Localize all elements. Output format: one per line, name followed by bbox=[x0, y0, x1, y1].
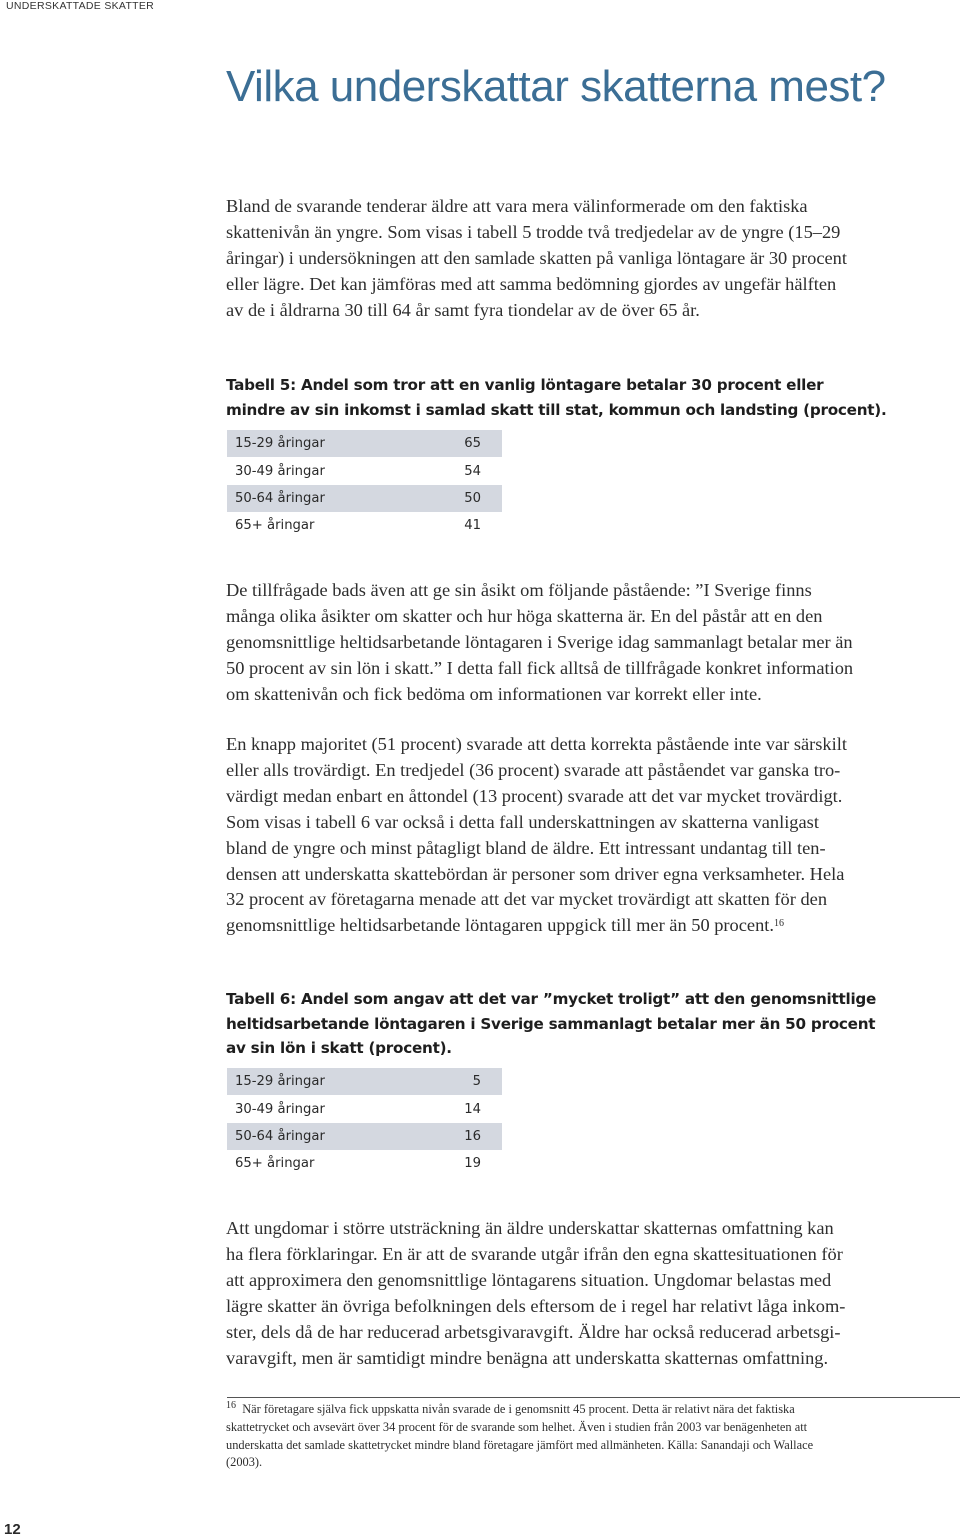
table-row bbox=[227, 430, 502, 457]
row-label: 65+ åringar bbox=[227, 1150, 425, 1177]
row-label: 30-49 åringar bbox=[227, 1095, 425, 1122]
paragraph-line: åringar) i undersökningen att den samlade skatten på vanliga löntagare är 30 procent bbox=[226, 247, 847, 268]
footnote-line: underskatta det samlade skattetrycket mindre bland företagare jämfört med allmänheten. Källa: Sanandaji och Wallace bbox=[226, 1437, 814, 1452]
table-row bbox=[227, 485, 502, 512]
row-value: 54 bbox=[425, 457, 502, 484]
caption-line: av sin lön i skatt (procent). bbox=[226, 1039, 452, 1057]
row-label: 50-64 åringar bbox=[227, 1123, 425, 1150]
table-6-caption bbox=[226, 987, 876, 1061]
paragraph-line: Som visas i tabell 6 var också i detta fall underskattningen av skatterna vanligast bbox=[226, 811, 819, 832]
paragraph-line: eller alls trovärdigt. En tredjedel (36 procent) svarade att påståendet var ganska tro- bbox=[226, 759, 841, 780]
row-value: 16 bbox=[425, 1123, 502, 1150]
line-text: genomsnittlige heltidsarbetande löntagaren uppgick till mer än 50 procent. bbox=[226, 915, 774, 936]
paragraph-1 bbox=[226, 194, 960, 324]
row-label: 15-29 åringar bbox=[227, 430, 425, 457]
table-row bbox=[227, 457, 502, 484]
row-value: 65 bbox=[425, 430, 502, 457]
row-value: 5 bbox=[425, 1068, 502, 1095]
paragraph-line: att approximera den genomsnittlige löntagarens situation. Ungdomar belastas med bbox=[226, 1269, 832, 1290]
caption-line: Tabell 5: Andel som tror att en vanlig löntagare betalar 30 procent eller bbox=[226, 376, 824, 394]
row-value: 41 bbox=[425, 512, 502, 539]
paragraph-line: ster, dels då de har reducerad arbetsgivaravgift. Äldre har också reducerad arbetsgi- bbox=[226, 1321, 841, 1342]
footnote-line: skattetrycket och avsevärt över 34 procent för de svarande som helhet. Även i studien från 2003 var benägenheten att bbox=[226, 1419, 808, 1434]
row-label: 65+ åringar bbox=[227, 512, 425, 539]
caption-line: heltidsarbetande löntagaren i Sverige sammanlagt betalar mer än 50 procent bbox=[226, 1014, 876, 1033]
footnote-number: 16 bbox=[226, 1400, 236, 1411]
caption-line: mindre av sin inkomst i samlad skatt till stat, kommun och landsting (procent). bbox=[226, 400, 887, 419]
paragraph-line: av de i åldrarna 30 till 64 år samt fyra tiondelar av de över 65 år. bbox=[226, 299, 700, 320]
row-value: 14 bbox=[425, 1095, 502, 1122]
paragraph-3 bbox=[226, 732, 960, 939]
table-6 bbox=[227, 1068, 502, 1178]
footnote-text: När företagare själva fick uppskatta nivån svarade de i genomsnitt 45 procent. Detta är relativt nära det faktiska bbox=[242, 1402, 795, 1416]
row-label: 15-29 åringar bbox=[227, 1068, 425, 1095]
paragraph-line: Att ungdomar i större utsträckning än äldre underskattar skatternas omfattning kan bbox=[226, 1218, 834, 1238]
paragraph-line: Bland de svarande tenderar äldre att vara mera välinformerade om den faktiska bbox=[226, 196, 808, 216]
footnote-line bbox=[226, 1401, 926, 1419]
caption-line: Tabell 6: Andel som angav att det var ”mycket troligt” att den genomsnittlige bbox=[226, 990, 877, 1008]
footnote-line: (2003). bbox=[226, 1455, 263, 1470]
table-row bbox=[227, 1068, 502, 1095]
table-5 bbox=[227, 430, 502, 540]
paragraph-4 bbox=[226, 1216, 960, 1371]
paragraph-line: densen att underskatta skattebördan är personer som driver egna verksamheter. Hela bbox=[226, 863, 845, 884]
paragraph-line: En knapp majoritet (51 procent) svarade att detta korrekta påstående inte var särskilt bbox=[226, 734, 847, 754]
paragraph-line: genomsnittlige heltidsarbetande löntagaren i Sverige idag sammanlagt betalar mer än bbox=[226, 631, 853, 652]
table-row bbox=[227, 1123, 502, 1150]
row-label: 30-49 åringar bbox=[227, 457, 425, 484]
paragraph-line bbox=[226, 913, 960, 939]
paragraph-line: ha flera förklaringar. En är att de svarande utgår ifrån den egna skattesituationen för bbox=[226, 1243, 843, 1264]
page-title: Vilka underskattar skatterna mest? bbox=[226, 62, 886, 111]
running-header: UNDERSKATTADE SKATTER bbox=[6, 0, 155, 12]
paragraph-line: bland de yngre och minst påtagligt bland de äldre. Ett intressant undantag till ten- bbox=[226, 837, 826, 858]
table-row bbox=[227, 1150, 502, 1177]
footnote bbox=[226, 1401, 926, 1472]
table-row bbox=[227, 1095, 502, 1122]
paragraph-2 bbox=[226, 578, 960, 708]
row-value: 50 bbox=[425, 485, 502, 512]
paragraph-line: varavgift, men är samtidigt mindre benägna att underskatta skatternas omfattning. bbox=[226, 1347, 829, 1368]
paragraph-line: många olika åsikter om skatter och hur höga skatterna är. En del påstår att en den bbox=[226, 605, 823, 626]
paragraph-line: 32 procent av företagarna menade att det var mycket trovärdigt att skatten för den bbox=[226, 889, 828, 910]
paragraph-line: eller lägre. Det kan jämföras med att samma bedömning gjordes av ungefär hälften bbox=[226, 273, 837, 294]
paragraph-line: De tillfrågade bads även att ge sin åsikt om följande påstående: ”I Sverige finns bbox=[226, 580, 812, 600]
paragraph-line: om skattenivån och fick bedöma om informationen var korrekt eller inte. bbox=[226, 683, 762, 704]
paragraph-line: värdigt medan enbart en åttondel (13 procent) svarade att det var mycket trovärdigt. bbox=[226, 785, 843, 806]
footnote-divider bbox=[227, 1397, 960, 1398]
row-value: 19 bbox=[425, 1150, 502, 1177]
paragraph-line: lägre skatter än övriga befolkningen dels eftersom de i regel har relativt låga inkom- bbox=[226, 1295, 846, 1316]
row-label: 50-64 åringar bbox=[227, 485, 425, 512]
paragraph-line: skattenivån än yngre. Som visas i tabell 5 trodde två tredjedelar av de yngre (15–29 bbox=[226, 221, 841, 242]
paragraph-line: 50 procent av sin lön i skatt.” I detta fall fick alltså de tillfrågade konkret information bbox=[226, 657, 854, 678]
footnote-reference[interactable]: 16 bbox=[773, 918, 784, 930]
table-5-caption bbox=[226, 373, 887, 422]
page-number: 12 bbox=[4, 1521, 21, 1538]
table-row bbox=[227, 512, 502, 539]
